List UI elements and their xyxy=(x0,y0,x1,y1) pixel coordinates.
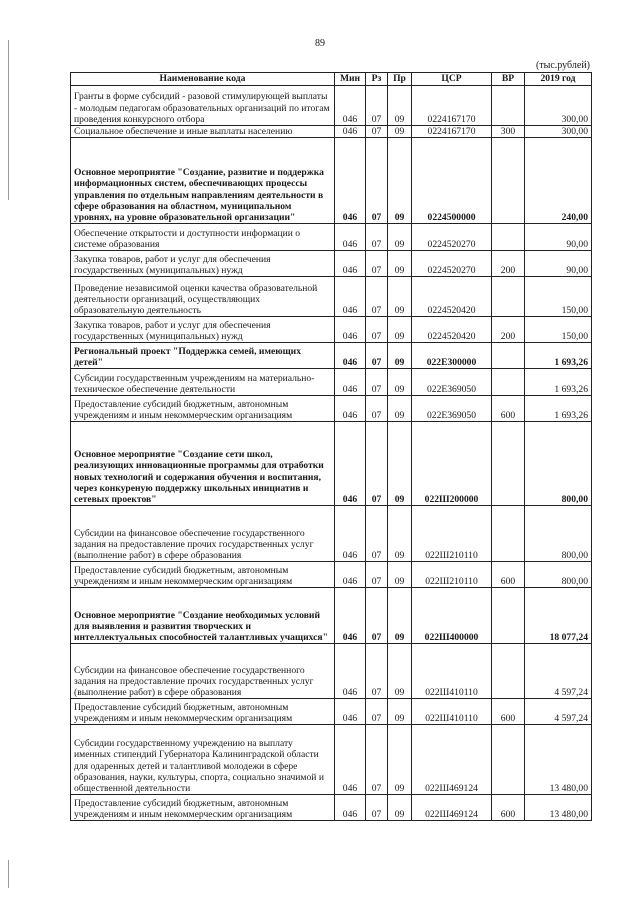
cell-vr xyxy=(492,277,525,317)
cell-pr: 09 xyxy=(388,224,412,251)
cell-amount: 800,00 xyxy=(525,506,592,562)
cell-pr: 09 xyxy=(388,644,412,699)
cell-csr: 022Ш469124 xyxy=(412,725,492,795)
cell-vr: 600 xyxy=(492,396,525,422)
header-rz: Рз xyxy=(366,73,388,86)
cell-csr: 022E369050 xyxy=(412,369,492,396)
cell-name: Основное мероприятие "Создание, развитие и поддержка информационных систем, обеспечивающих процессы управления по отдельным направлениям деятельности в сфере образования на областном, муниципальном уровнях, на уровне образовательной организации" xyxy=(71,138,335,224)
cell-csr: 0224167170 xyxy=(412,86,492,126)
cell-vr xyxy=(492,86,525,126)
table-row xyxy=(71,422,592,506)
table-body xyxy=(71,86,592,821)
cell-csr: 022E369050 xyxy=(412,396,492,422)
cell-amount: 800,00 xyxy=(525,422,592,506)
cell-name: Субсидии на финансовое обеспечение государственного задания на предоставление прочих государственных услуг (выполнение работ) в сфере образования xyxy=(71,644,335,699)
cell-rz: 07 xyxy=(366,795,388,821)
cell-rz: 07 xyxy=(366,699,388,725)
cell-vr: 600 xyxy=(492,562,525,588)
cell-vr xyxy=(492,506,525,562)
cell-pr: 09 xyxy=(388,251,412,277)
cell-csr: 022Ш210110 xyxy=(412,562,492,588)
units-label: (тыс.рублей) xyxy=(535,60,590,71)
cell-csr: 0224520420 xyxy=(412,277,492,317)
cell-pr: 09 xyxy=(388,506,412,562)
cell-pr: 09 xyxy=(388,138,412,224)
cell-name: Основное мероприятие "Создание сети школ, реализующих инновационные программы для отработки новых технологий и содержания обучения и воспитания, через конкуреную поддержку школьных инициатив и сетевых проектов" xyxy=(71,422,335,506)
cell-name: Субсидии государственным учреждениям на материально-техническое обеспечение деятельности xyxy=(71,369,335,396)
table-row xyxy=(71,795,592,821)
cell-amount: 90,00 xyxy=(525,224,592,251)
cell-rz: 07 xyxy=(366,343,388,369)
cell-amount: 4 597,24 xyxy=(525,644,592,699)
margin-mark-bottom xyxy=(8,860,9,888)
cell-csr: 022Ш410110 xyxy=(412,644,492,699)
table-row xyxy=(71,138,592,224)
budget-table xyxy=(70,72,592,821)
cell-amount: 1 693,26 xyxy=(525,369,592,396)
cell-name: Социальное обеспечение и иные выплаты населению xyxy=(71,126,335,138)
table-row xyxy=(71,224,592,251)
header-min: Мин xyxy=(335,73,366,86)
cell-name: Субсидии на финансовое обеспечение государственного задания на предоставление прочих государственных услуг (выполнение работ) в сфере образования xyxy=(71,506,335,562)
cell-pr: 09 xyxy=(388,588,412,644)
cell-pr: 09 xyxy=(388,277,412,317)
cell-amount: 300,00 xyxy=(525,86,592,126)
cell-rz: 07 xyxy=(366,396,388,422)
cell-min: 046 xyxy=(335,86,366,126)
cell-vr xyxy=(492,369,525,396)
cell-min: 046 xyxy=(335,343,366,369)
cell-min: 046 xyxy=(335,506,366,562)
cell-rz: 07 xyxy=(366,588,388,644)
table-row xyxy=(71,396,592,422)
cell-pr: 09 xyxy=(388,369,412,396)
cell-vr xyxy=(492,138,525,224)
table-row xyxy=(71,562,592,588)
cell-min: 046 xyxy=(335,562,366,588)
cell-amount: 150,00 xyxy=(525,317,592,343)
cell-vr: 600 xyxy=(492,699,525,725)
cell-min: 046 xyxy=(335,644,366,699)
cell-name: Региональный проект "Поддержка семей, имеющих детей" xyxy=(71,343,335,369)
table-row xyxy=(71,251,592,277)
cell-min: 046 xyxy=(335,396,366,422)
cell-pr: 09 xyxy=(388,396,412,422)
cell-name: Предоставление субсидий бюджетным, автономным учреждениям и иным некоммерческим организациям xyxy=(71,562,335,588)
table-row xyxy=(71,699,592,725)
cell-pr: 09 xyxy=(388,343,412,369)
cell-rz: 07 xyxy=(366,251,388,277)
header-name: Наименование кода xyxy=(71,73,335,86)
cell-vr xyxy=(492,422,525,506)
cell-rz: 07 xyxy=(366,506,388,562)
table-row xyxy=(71,588,592,644)
cell-min: 046 xyxy=(335,588,366,644)
cell-name: Предоставление субсидий бюджетным, автономным учреждениям и иным некоммерческим организациям xyxy=(71,795,335,821)
cell-min: 046 xyxy=(335,422,366,506)
cell-name: Закупка товаров, работ и услуг для обеспечения государственных (муниципальных) нужд xyxy=(71,251,335,277)
cell-vr: 200 xyxy=(492,317,525,343)
cell-amount: 90,00 xyxy=(525,251,592,277)
cell-name: Обеспечение открытости и доступности информации о системе образования xyxy=(71,224,335,251)
table-header-row xyxy=(71,73,592,86)
cell-min: 046 xyxy=(335,725,366,795)
cell-csr: 0224167170 xyxy=(412,126,492,138)
cell-rz: 07 xyxy=(366,126,388,138)
cell-rz: 07 xyxy=(366,138,388,224)
cell-vr: 300 xyxy=(492,126,525,138)
table-row xyxy=(71,86,592,126)
cell-rz: 07 xyxy=(366,317,388,343)
table-row xyxy=(71,644,592,699)
cell-rz: 07 xyxy=(366,369,388,396)
cell-pr: 09 xyxy=(388,562,412,588)
cell-amount: 18 077,24 xyxy=(525,588,592,644)
cell-amount: 4 597,24 xyxy=(525,699,592,725)
header-vr: ВР xyxy=(492,73,525,86)
cell-vr: 200 xyxy=(492,251,525,277)
cell-name: Проведение независимой оценки качества образовательной деятельности организаций, осуществляющих образовательную деятельность xyxy=(71,277,335,317)
cell-amount: 240,00 xyxy=(525,138,592,224)
cell-pr: 09 xyxy=(388,126,412,138)
cell-amount: 800,00 xyxy=(525,562,592,588)
cell-name: Субсидии государственному учреждению на выплату именных стипендий Губернатора Калининградской области для одаренных детей и талантливой молодежи в сфере образования, науки, культуры, спорта, социально значимой и общественной деятельности xyxy=(71,725,335,795)
cell-min: 046 xyxy=(335,317,366,343)
cell-csr: 022E300000 xyxy=(412,343,492,369)
cell-vr xyxy=(492,588,525,644)
cell-name: Гранты в форме субсидий - разовой стимулирующей выплаты - молодым педагогам образовательных организаций по итогам проведения конкурсного отбора xyxy=(71,86,335,126)
header-pr: Пр xyxy=(388,73,412,86)
table-row xyxy=(71,506,592,562)
cell-csr: 022Ш400000 xyxy=(412,588,492,644)
cell-csr: 0224500000 xyxy=(412,138,492,224)
table-row xyxy=(71,725,592,795)
cell-amount: 1 693,26 xyxy=(525,396,592,422)
cell-amount: 13 480,00 xyxy=(525,795,592,821)
header-csr: ЦСР xyxy=(412,73,492,86)
cell-min: 046 xyxy=(335,138,366,224)
cell-pr: 09 xyxy=(388,699,412,725)
cell-name: Основное мероприятие "Создание необходимых условий для выявления и развития творческих и интеллектуальных способностей талантливых учащихся" xyxy=(71,588,335,644)
cell-vr: 600 xyxy=(492,795,525,821)
cell-rz: 07 xyxy=(366,224,388,251)
table-row xyxy=(71,369,592,396)
table-row xyxy=(71,277,592,317)
cell-vr xyxy=(492,725,525,795)
cell-amount: 300,00 xyxy=(525,126,592,138)
cell-csr: 022Ш200000 xyxy=(412,422,492,506)
cell-csr: 022Ш469124 xyxy=(412,795,492,821)
cell-csr: 022Ш210110 xyxy=(412,506,492,562)
cell-amount: 13 480,00 xyxy=(525,725,592,795)
cell-rz: 07 xyxy=(366,725,388,795)
cell-min: 046 xyxy=(335,251,366,277)
cell-csr: 0224520270 xyxy=(412,224,492,251)
margin-mark-top xyxy=(8,40,9,200)
cell-rz: 07 xyxy=(366,562,388,588)
cell-pr: 09 xyxy=(388,86,412,126)
cell-amount: 1 693,26 xyxy=(525,343,592,369)
cell-csr: 0224520420 xyxy=(412,317,492,343)
cell-vr xyxy=(492,224,525,251)
cell-csr: 022Ш410110 xyxy=(412,699,492,725)
cell-amount: 150,00 xyxy=(525,277,592,317)
cell-min: 046 xyxy=(335,126,366,138)
cell-min: 046 xyxy=(335,277,366,317)
cell-pr: 09 xyxy=(388,795,412,821)
cell-rz: 07 xyxy=(366,277,388,317)
cell-min: 046 xyxy=(335,224,366,251)
cell-rz: 07 xyxy=(366,86,388,126)
cell-min: 046 xyxy=(335,369,366,396)
cell-vr xyxy=(492,343,525,369)
cell-pr: 09 xyxy=(388,725,412,795)
cell-name: Предоставление субсидий бюджетным, автономным учреждениям и иным некоммерческим организациям xyxy=(71,699,335,725)
cell-rz: 07 xyxy=(366,644,388,699)
cell-name: Закупка товаров, работ и услуг для обеспечения государственных (муниципальных) нужд xyxy=(71,317,335,343)
cell-pr: 09 xyxy=(388,317,412,343)
cell-csr: 0224520270 xyxy=(412,251,492,277)
table-row xyxy=(71,126,592,138)
cell-rz: 07 xyxy=(366,422,388,506)
header-year: 2019 год xyxy=(525,73,592,86)
cell-vr xyxy=(492,644,525,699)
cell-pr: 09 xyxy=(388,422,412,506)
cell-min: 046 xyxy=(335,795,366,821)
cell-name: Предоставление субсидий бюджетным, автономным учреждениям и иным некоммерческим организациям xyxy=(71,396,335,422)
table-row xyxy=(71,343,592,369)
table-row xyxy=(71,317,592,343)
cell-min: 046 xyxy=(335,699,366,725)
page-number: 89 xyxy=(315,38,325,49)
